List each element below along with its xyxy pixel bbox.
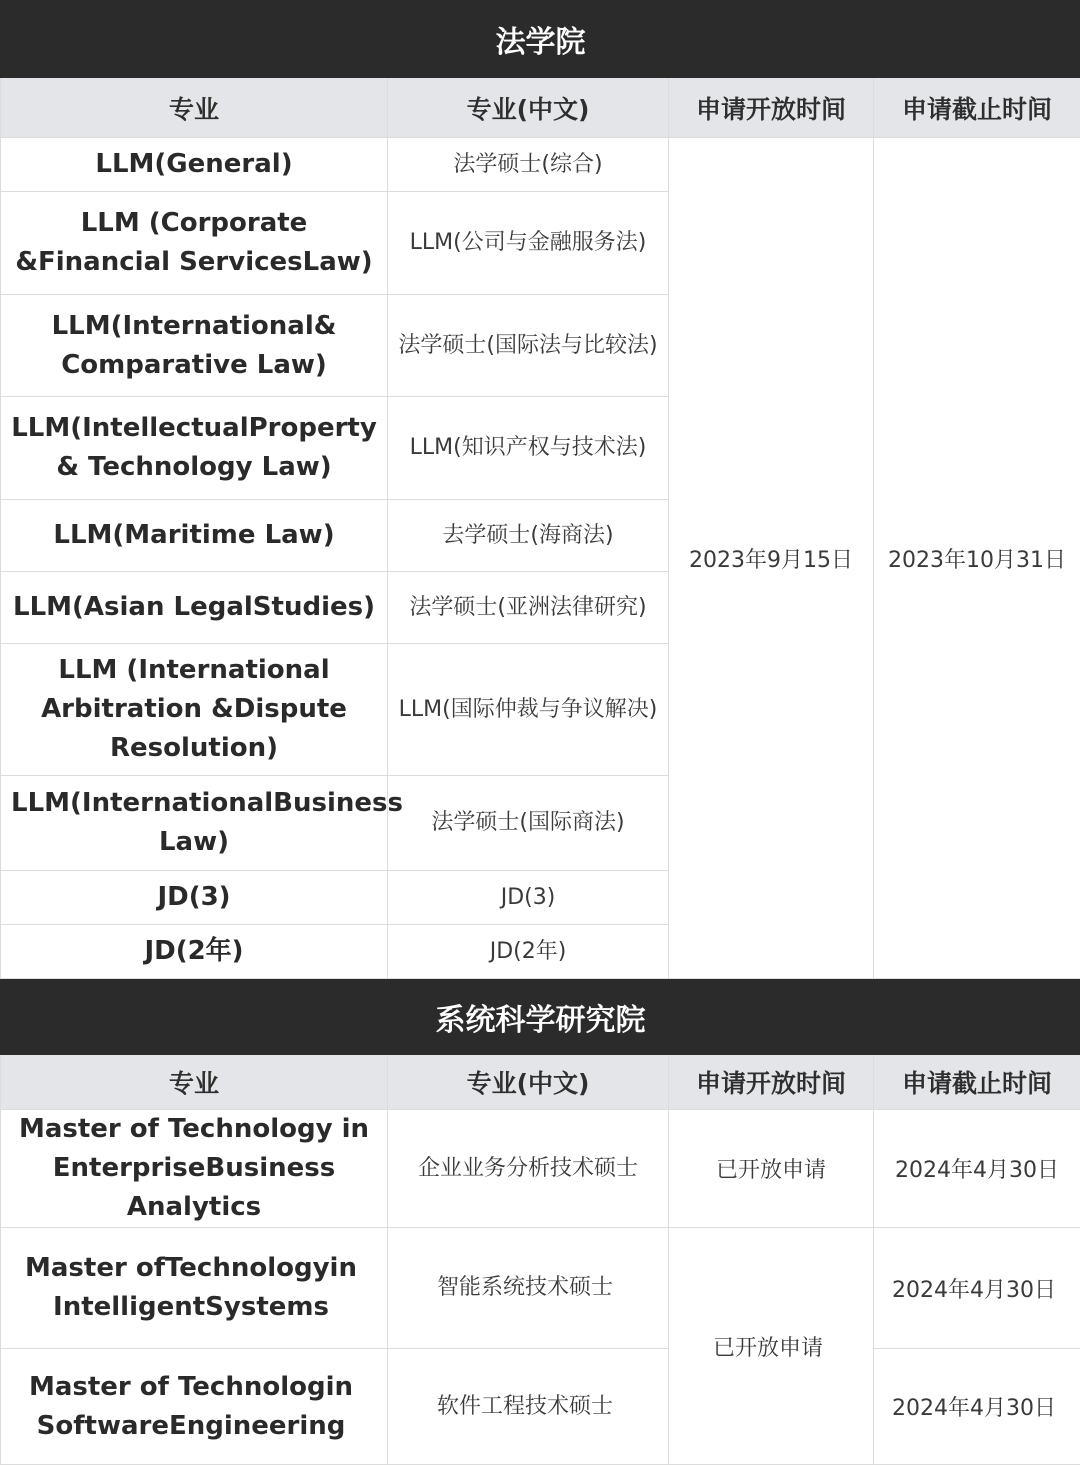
- section-title-law: 法学院: [1, 1, 1080, 78]
- major-en: LLM(Maritime Law): [1, 500, 388, 572]
- major-zh: JD(2年): [388, 925, 669, 979]
- open-status: [669, 1228, 874, 1465]
- open-status: 已开放申请: [669, 1110, 874, 1228]
- major-en: LLM (International Arbitration &Dispute Resolution): [1, 644, 388, 776]
- major-en: [1, 1349, 388, 1465]
- table-row: [1, 1349, 1080, 1465]
- major-zh: JD(3): [388, 871, 669, 925]
- section-title-systems: 系统科学研究院: [1, 980, 1080, 1055]
- major-zh: 法学硕士(国际商法): [388, 776, 669, 871]
- deadline-date: [874, 1228, 1080, 1349]
- major-en: LLM(IntellectualProperty & Technology Law): [1, 397, 388, 500]
- major-zh: LLM(公司与金融服务法): [388, 192, 669, 295]
- systems-science-table: [0, 979, 1080, 1465]
- major-zh: LLM(国际仲裁与争议解决): [388, 644, 669, 776]
- major-en: [1, 1228, 388, 1349]
- header-major-zh: 专业(中文): [388, 1055, 669, 1110]
- header-deadline: 申请截止时间: [874, 1055, 1080, 1110]
- major-en: Master of Technology in EnterpriseBusiness Analytics: [1, 1110, 388, 1228]
- major-en: JD(2年): [1, 925, 388, 979]
- major-zh: [388, 1228, 669, 1349]
- major-zh: 法学硕士(综合): [388, 138, 669, 192]
- table-row: [1, 138, 1080, 192]
- major-en-text: Master ofTechnologyin IntelligentSystems: [25, 1253, 357, 1322]
- major-zh: 企业业务分析技术硕士: [388, 1110, 669, 1228]
- header-deadline: 申请截止时间: [874, 78, 1080, 138]
- deadline-date: [874, 1349, 1080, 1465]
- header-major: 专业: [1, 1055, 388, 1110]
- table-row: [1, 1110, 1080, 1228]
- major-zh: [388, 1349, 669, 1465]
- major-zh: LLM(知识产权与技术法): [388, 397, 669, 500]
- major-en-text: Master of Technologin SoftwareEngineering: [29, 1372, 353, 1441]
- header-major: 专业: [1, 78, 388, 138]
- deadline-date: 2023年10月31日: [874, 138, 1080, 979]
- major-en: JD(3): [1, 871, 388, 925]
- major-en: LLM(InternationalBusiness Law): [1, 776, 388, 871]
- major-en: LLM(International& Comparative Law): [1, 295, 388, 397]
- major-en: LLM (Corporate &Financial ServicesLaw): [1, 192, 388, 295]
- deadline-date-text: 2024年4月30日: [892, 1396, 1056, 1421]
- open-date: 2023年9月15日: [669, 138, 874, 979]
- major-zh-text: 智能系统技术硕士: [437, 1275, 613, 1300]
- table-row: [1, 1228, 1080, 1349]
- header-row: [1, 78, 1080, 138]
- major-en: LLM(Asian LegalStudies): [1, 572, 388, 644]
- open-status-text: 已开放申请: [713, 1336, 823, 1361]
- header-open: 申请开放时间: [669, 1055, 874, 1110]
- major-zh: 法学硕士(亚洲法律研究): [388, 572, 669, 644]
- deadline-date-text: 2024年4月30日: [892, 1278, 1056, 1303]
- header-major-zh: 专业(中文): [388, 78, 669, 138]
- header-row: [1, 1055, 1080, 1110]
- major-zh: 法学硕士(国际法与比较法): [388, 295, 669, 397]
- deadline-date: 2024年4月30日: [874, 1110, 1080, 1228]
- major-zh-text: 软件工程技术硕士: [437, 1394, 613, 1419]
- major-zh: 去学硕士(海商法): [388, 500, 669, 572]
- major-en: LLM(General): [1, 138, 388, 192]
- header-open: 申请开放时间: [669, 78, 874, 138]
